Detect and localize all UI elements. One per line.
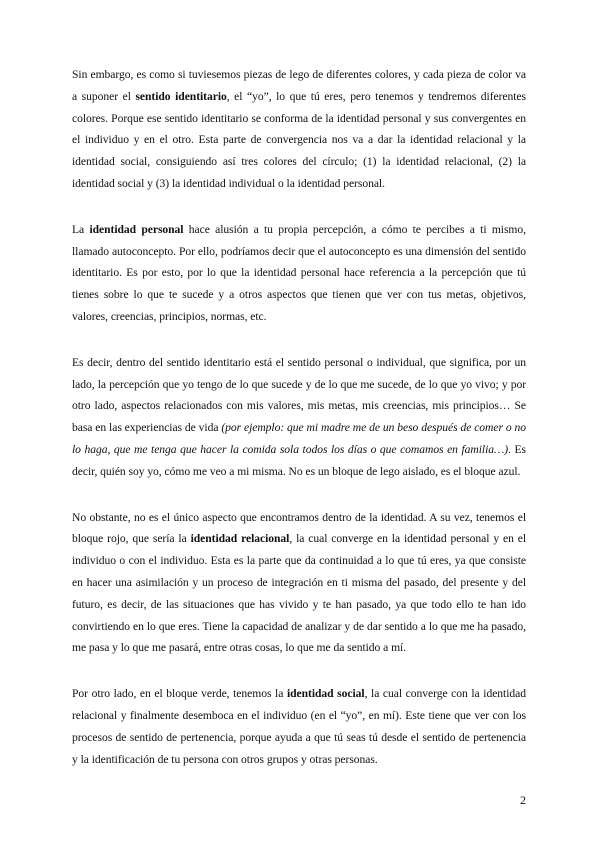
text-run: Es decir, dentro del sentido identitario está el sentido personal o individual, que significa, por un lado, la percepción que yo tengo de lo que sucede y de lo que me sucede, de lo que yo vivo; y por otro lado, aspectos relacionados con mis valores, mis metas, mis creencias, mis principios… Se basa en las experiencias de vida (72, 355, 526, 435)
text-run: Sin embargo, es como si tuviesemos piezas de lego de diferentes colores, y cada pieza de color va a suponer el (72, 68, 526, 103)
text-run: , el “yo”, lo que tú eres, pero tenemos y tendremos diferentes colores. Porque ese sentido identitario se conforma de la identidad personal y sus convergentes en el individuo y en el otro. Esta parte de convergencia nos va a dar la identidad relacional y la identidad social, consiguiendo así tres colores del círculo; (1) la identidad relacional, (2) la identidad social y (3) la identidad individual o la identidad personal. (72, 89, 526, 190)
bold-term: sentido identitario (135, 89, 227, 103)
bold-term: identidad personal (89, 222, 184, 236)
paragraph-1 (72, 64, 526, 195)
document-body (72, 64, 526, 794)
italic-example: (por ejemplo: que mi madre me de un beso después de comer o no lo haga, que me tenga que hacer la comida sola todos los días o que comamos en familia…) (72, 421, 526, 456)
paragraph-4 (72, 507, 526, 660)
paragraph-2 (72, 219, 526, 328)
bold-term: identidad social (286, 687, 365, 701)
bold-term: identidad relacional (190, 532, 290, 546)
text-run: No obstante, no es el único aspecto que encontramos dentro de la identidad. A su vez, tenemos el bloque rojo, que sería la (72, 510, 526, 546)
text-run: La (72, 222, 90, 236)
text-run: . Es decir, quién soy yo, cómo me veo a mi misma. No es un bloque de lego aislado, es el bloque azul. (72, 442, 526, 478)
page-number: 2 (520, 793, 526, 807)
text-run: , la cual converge en la identidad personal y en el individuo o con el individuo. Esta es la parte que da continuidad a lo que tú eres, ya que consiste en hacer una asimilación y un proceso de integración en ti misma del pasado, del presente y del futuro, es decir, de las situaciones que has vivido y te han pasado, ya que todo ello te han ido convirtiendo en lo que eres. Tiene la capacidad de analizar y de dar sentido a lo que me ha pasado, me pasa y lo que me pasará, entre otras cosas, lo que me da sentido a mí. (72, 532, 526, 655)
paragraph-5 (72, 683, 526, 770)
text-run: hace alusión a tu propia percepción, a cómo te percibes a ti mismo, llamado autoconcepto. Por ello, podríamos decir que el autoconcepto es una dimensión del sentido identitario. Es por esto, por lo que la identidad personal hace referencia a la percepción que tú tienes sobre lo que te sucede y a otros aspectos que tienen que ver con tus metas, objetivos, valores, creencias, principios, normas, etc. (72, 222, 526, 323)
text-run: Por otro lado, en el bloque verde, tenemos la (72, 687, 287, 701)
text-run: , la cual converge con la identidad relacional y finalmente desemboca en el individuo (en el “yo”, en mí). Este tiene que ver con los procesos de sentido de pertenencia, porque ayuda a que tú seas tú desde el sentido de pertenencia y la identificación de tu persona con otros grupos y otras personas. (72, 687, 526, 766)
paragraph-3 (72, 352, 526, 483)
